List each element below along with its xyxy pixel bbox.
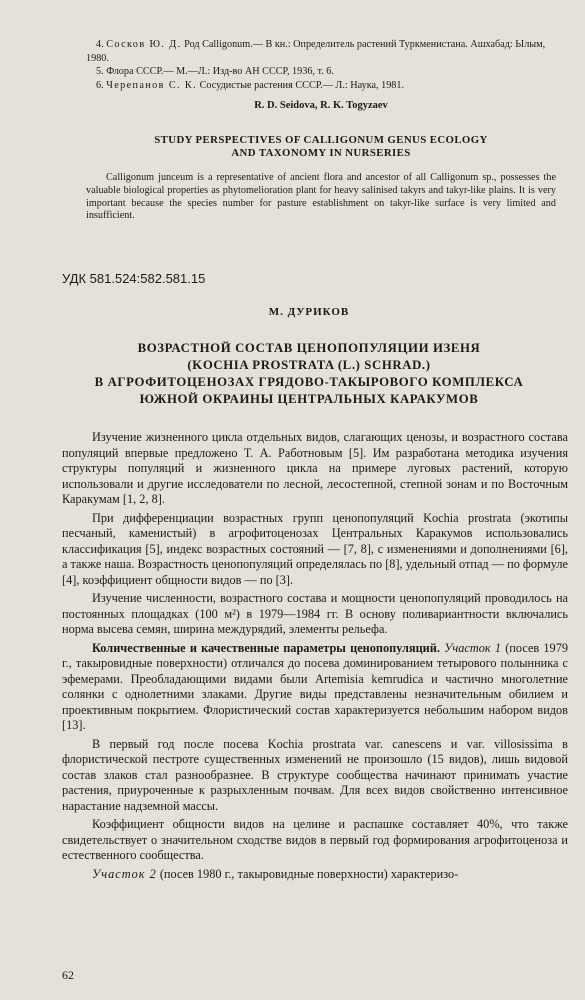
reference-item: 4. Сосков Ю. Д. Род Calligonum.— В кн.: Определитель растений Туркменистана. Ашхабад: Ылым, 1980.: [86, 39, 546, 64]
page-number: 62: [62, 968, 74, 982]
paragraph: Изучение жизненного цикла отдельных видов, слагающих ценозы, и возрастного состава популяций впервые предложено Т. А. Работновым [5]. Им разработана методика изучения структуры популяций и жизненного цикла на примере луговых растений, которую использовали и другие исследователи по лесной, лесостепной, степной зонам и по Восточным Каракумам [1, 2, 8].: [62, 430, 568, 506]
english-title: STUDY PERSPECTIVES OF CALLIGONUM GENUS ECOLOGY AND TAXONOMY IN NURSERIES: [154, 134, 488, 159]
udk-code: УДК 581.524:582.581.15: [62, 271, 206, 286]
english-authors: R. D. Seidova, R. K. Togyzaev: [254, 100, 388, 111]
reference-item: 5. Флора СССР.— М.—Л.: Изд-во АН СССР, 1936, т. 6.: [96, 66, 334, 77]
paragraph: Количественные и качественные параметры ценопопуляций. Участок 1 (посев 1979 г., такыровидные поверхности) отличался до посева доминированием тетырового полынника с эфемерами. Преобладающими видами были Artemisia kemrudica и частично многолетние солянки с однолетними злаками. Другие виды представлены незначительным обилием и проективным покрытием. Флористический состав характеризуется небольшим набором видов [13].: [62, 640, 568, 732]
paragraph: Коэффициент общности видов на целине и распашке составляет 40%, что также свидетельствует о значительном сходстве видов в первый год формирования агрофитоценоза и естественного сообщества.: [62, 817, 568, 862]
paragraph: В первый год после посева Kochia prostrata var. canescens и var. villosissima в флористической пестроте существенных изменений не произошло (15 видов), лишь видовой состав злаков стал разнообразнее. В структуре сообщества начинают принимать участие растения, приуроченные к разрыхленным почвам. Для всех видов свойственно интенсивное нарастание надземной массы.: [62, 736, 568, 813]
reference-list: [86, 38, 556, 92]
english-abstract: Calligonum junceum is a representative of ancient flora and ancestor of all Calligonum sp., possesses the valuable biological properties as phytomelioration plant for heavy salinised takyrs and takyr-like plains. It is very important because the species number for pasture establishment on takyr-like surface is very limited and insufficient.: [86, 172, 556, 222]
article-title: ВОЗРАСТНОЙ СОСТАВ ЦЕНОПОПУЛЯЦИИ ИЗЕНЯ (KOCHIA PROSTRATA (L.) SCHRAD.) В АГРОФИТОЦЕНОЗАХ ГРЯДОВО-ТАКЫРОВОГО КОМПЛЕКСА ЮЖНОЙ ОКРАИНЫ ЦЕНТРАЛЬНЫХ КАРАКУМОВ: [94, 341, 524, 406]
article-body: [62, 430, 568, 885]
paragraph: Участок 2 (посев 1980 г., такыровидные поверхности) характеризо-: [92, 866, 459, 881]
article-author: М. ДУРИКОВ: [268, 306, 350, 318]
paragraph: Изучение численности, возрастного состава и мощности ценопопуляций проводилось на постоянных площадках (100 м²) в 1979—1984 гг. В основу поливариантности включались норма высева семян, ширина междурядий, элементы рельефа.: [62, 591, 568, 636]
paragraph: При дифференциации возрастных групп ценопопуляций Kochia prostrata (экотипы песчаный, каменистый) в агрофитоценозах Центральных Каракумов использовались классификация [5], индекс возрастных состояний — [7, 8], с изменениями и дополнениями [6], а также наша. Возрастность ценопопуляций определялась по [8], удельный отпад — по формуле [4], коэффициент общности видов — по [3].: [62, 510, 568, 587]
reference-item: 6. Черепанов С. К. Сосудистые растения СССР.— Л.: Наука, 1981.: [96, 79, 405, 91]
